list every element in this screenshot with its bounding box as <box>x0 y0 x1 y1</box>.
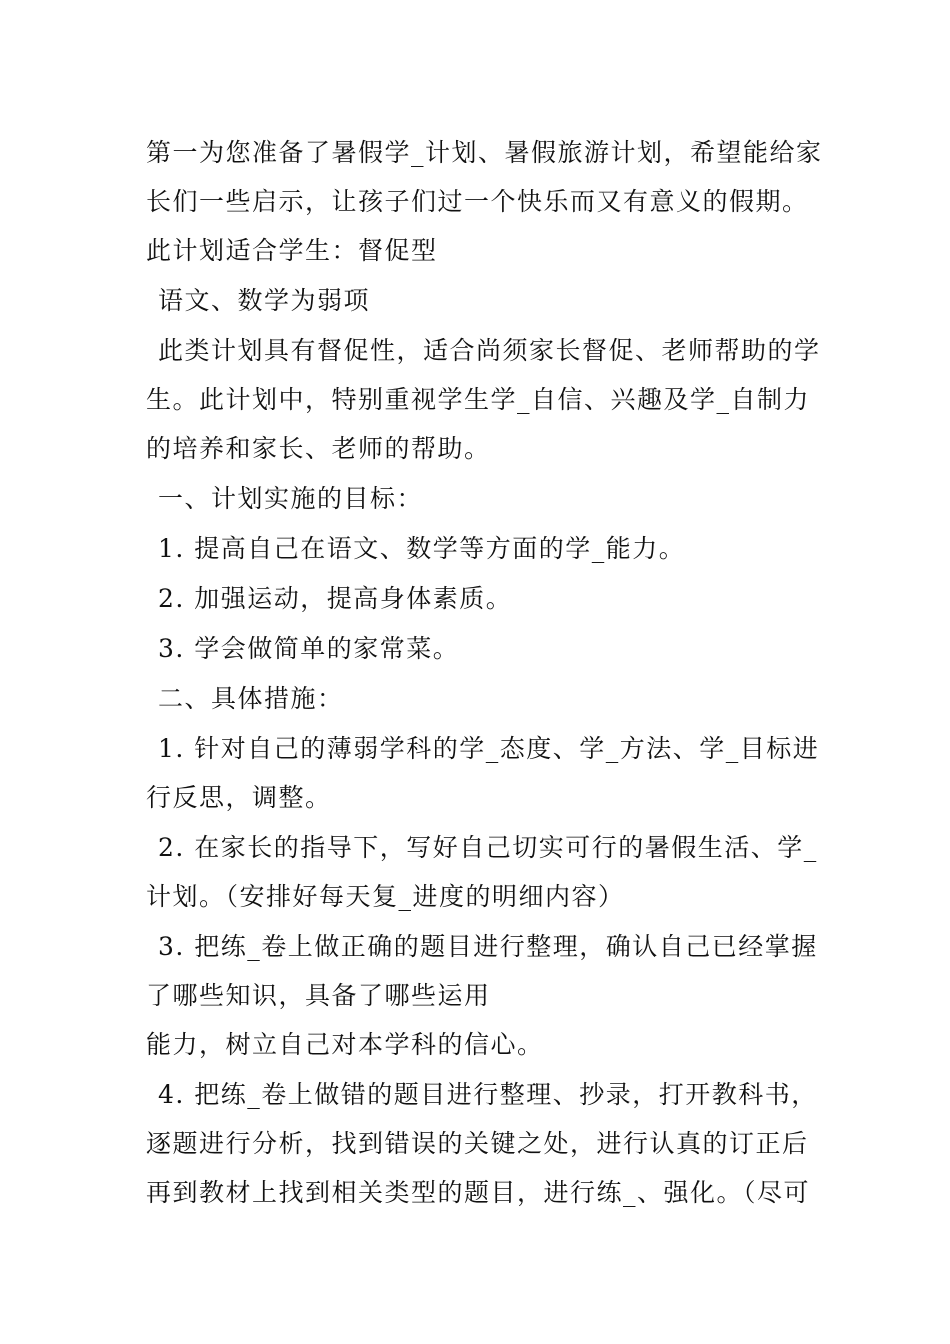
list-item-continuation: 逐题进行分析，找到错误的关键之处，进行认真的订正后 <box>146 1129 809 1158</box>
list-item: 4. 把练_卷上做错的题目进行整理、抄录，打开教科书， <box>158 1080 818 1109</box>
list-item: 1. 提高自己在语文、数学等方面的学_能力。 <box>158 534 686 563</box>
paragraph-line: 语文、数学为弱项 <box>158 286 371 315</box>
list-item-continuation: 了哪些知识，具备了哪些运用 <box>146 981 491 1010</box>
list-item: 3. 学会做简单的家常菜。 <box>158 634 460 663</box>
paragraph-line: 此类计划具有督促性，适合尚须家长督促、老师帮助的学 <box>158 336 821 365</box>
paragraph-line: 第一为您准备了暑假学_计划、暑假旅游计划，希望能给家 <box>146 138 823 167</box>
paragraph-line: 生。此计划中，特别重视学生学_自信、兴趣及学_自制力 <box>146 385 811 414</box>
list-item-continuation: 能力，树立自己对本学科的信心。 <box>146 1030 544 1059</box>
paragraph-line: 的培养和家长、老师的帮助。 <box>146 434 491 463</box>
list-item: 3. 把练_卷上做正确的题目进行整理，确认自己已经掌握 <box>158 932 818 961</box>
list-item-continuation: 再到教材上找到相关类型的题目，进行练_、强化。（尽可 <box>146 1178 811 1207</box>
paragraph-line: 此计划适合学生：督促型 <box>146 236 438 265</box>
list-item: 2. 在家长的指导下，写好自己切实可行的暑假生活、学_ <box>158 833 818 862</box>
list-item: 1. 针对自己的薄弱学科的学_态度、学_方法、学_目标进 <box>158 734 820 763</box>
paragraph-line: 长们一些启示，让孩子们过一个快乐而又有意义的假期。 <box>146 187 809 216</box>
list-item-continuation: 行反思，调整。 <box>146 783 332 812</box>
list-item-continuation: 计划。（安排好每天复_进度的明细内容） <box>146 882 625 911</box>
section-heading: 一、计划实施的目标： <box>158 484 424 513</box>
list-item: 2. 加强运动，提高身体素质。 <box>158 584 513 613</box>
section-heading: 二、具体措施： <box>158 684 344 713</box>
